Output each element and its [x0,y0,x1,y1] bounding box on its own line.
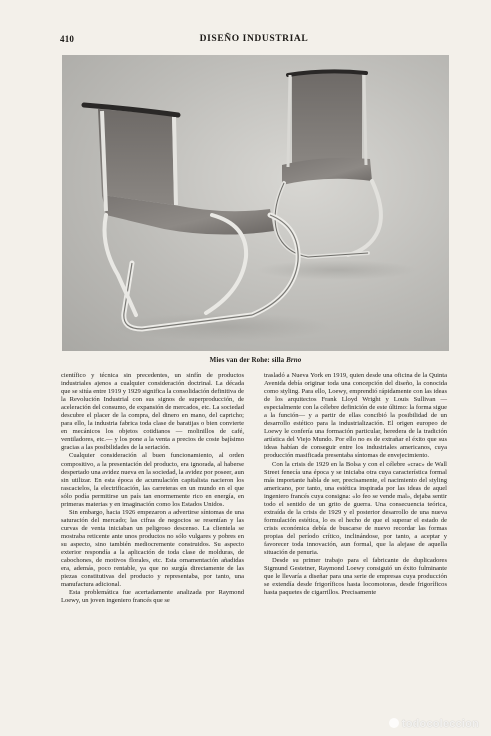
paragraph: Con la crisis de 1929 en la Bolsa y con el célebre «crac» de Wall Street fenecía una época y se iniciaba otra cuya característica formal más importante habla de ser, precisamente, el nacimiento del styling americano, por tanto, una estética inspirada por las ideas de aquel ingeniero francés cuya consigna: «lo feo se vende mal», dejaba sentir todo el sentido de un grito de guerra. Una consecuencia teórica, extraída de la crisis de 1929 y el posterior desarrollo de una nueva formulación estética, lo es el hecho de que el superar el estado de crisis económica debía de buscarse de nuevo recordar las formas propias del período crítico, inclinándose, por tanto, a aceptar y favorecer toda innovación, aun formal, que la alejase de aquella situación de penuria. [264,460,447,557]
right-text-column [264,372,447,597]
running-title: DISEÑO INDUSTRIAL [199,34,309,44]
front-chair [84,105,298,329]
paragraph: Sin embargo, hacia 1926 empezaron a advertirse síntomas de una saturación del mercado; las cifras de negocios se resentían y las curvas de venta iniciaban un peligroso descenso. La clientela se mostraba reticente ante unos productos no sólo vulgares y pobres en su aspecto, sino también mediocremente construidos. Su aspecto exterior respondía a la aplicación de toda clase de molduras, de cabochones, de motivos florales, etc. Esta ornamentación añadidas era, además, poco rentable, ya que no surgía directamente de las piezas constitutivas del producto y representaba, por tanto, una manufactura adicional. [61,508,244,589]
paragraph: Desde su primer trabajo para el fabricante de duplicadores Sigmund Gestetner, Raymond Loewy consiguió un éxito fulminante que le llevaría a diseñar para una serie de empresas cuya producción se extendía desde frigoríficos hasta locomotoras, desde frigoríficos hasta paquetes de cigarrillos. Precisamente [264,557,447,597]
page-number: 410 [60,34,75,44]
brno-chairs-illustration [62,55,449,351]
paragraph: Cualquier consideración al buen funcionamiento, al orden compositivo, a la presentación del producto, era ignorada, al haberse despertado una avidez nueva en la sociedad, la avidez por poseer, aun sin utilizar. En esta época de acumulación capitalista nacieron los rascacielos, la electrificación, las carreteras en un mundo en el que sólo podía permitirse un país tan enormemente rico en energía, en primeras materias y en imaginación como los Estados Unidos. [61,452,244,508]
watermark-logo-icon [389,718,399,728]
figure-caption [62,356,449,364]
paragraph: trasladó a Nueva York en 1919, quien desde una oficina de la Quinta Avenida debía originar toda una concepción del diseño, la conocida como styling. Para ello, Loewy, emprendió rápidamente con las ideas de los arquitectos Frank Lloyd Wright y Louis Sullivan —especialmente con la célebre definición de este último: la forma sigue a la función— y a partir de ellas concibió la posibilidad de un desarrollo estético para la industrialización. El origen europeo de Loewy le confería una formación particular, heredera de la tradición artística del Viejo Mundo. Por ello no es de extrañar el éxito que sus ideas habían de conseguir entre los industriales americanos, cuya producción masificada presentaba síntomas de envejecimiento. [264,372,447,460]
caption-text: Mies van der Rohe: silla [209,356,285,364]
left-text-column [61,372,244,605]
caption-title: Brno [286,356,302,364]
watermark-text: todocoleccion [401,718,479,730]
paragraph: Esta problemática fue acertadamente analizada por Raymond Loewy, un joven ingeniero francés que se [61,589,244,605]
page-header [60,34,448,48]
chair-photograph [62,55,449,351]
paragraph: científico y técnica sin precedentes, un sinfín de productos industriales ajenos a cualquier consideración doctrinal. La década que se sitúa entre 1919 y 1929 significa la consolidación definitiva de la Revolución Industrial con sus signos de superproducción, de aceleración del consumo, de expansión de mercados, etc. La sociedad descubre el placer de la compra, del dinero en mano, del capricho; para ello, la industria fabrica toda clase de baratijas o bien convierte en mecánicos los objetos cotidianos — molinillos de café, ventiladores, etc.— y los pone a la venta a precios de coste bajísimo gracias a las posibilidades de la seriación. [61,372,244,452]
watermark [389,718,479,730]
